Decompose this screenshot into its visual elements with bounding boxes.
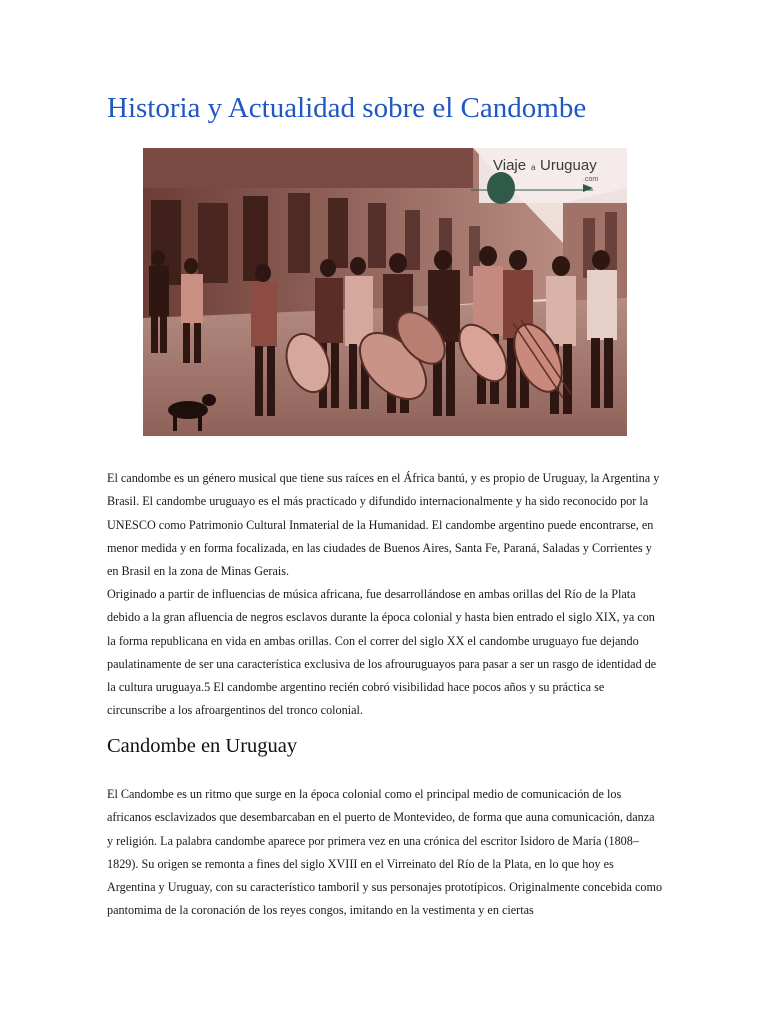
svg-text:Uruguay: Uruguay [540, 157, 597, 174]
candombe-photo [143, 148, 627, 436]
viaje-a-uruguay-logo [471, 148, 627, 204]
paragraph-uruguay: El Candombe es un ritmo que surge en la época colonial como el principal medio de comunicación de los africanos esclavizados que desembarcaban en el puerto de Montevideo, de forma que auna comunicación, danza y religión. La palabra candombe aparece por primera vez en una crónica del escritor Isidoro de María (1808–1829). Su origen se remonta a fines del siglo XVIII en el Virreinato del Río de la Plata, en lo que hoy es Argentina y Uruguay, con su característico tamboril y sus personajes prototípicos. Originalmente concebida como pantomima de la coronación de los reyes congos, imitando en la vestimenta y en ciertas [107, 787, 663, 918]
page-title: Historia y Actualidad sobre el Candombe [107, 92, 587, 124]
svg-text:a: a [531, 163, 536, 172]
svg-text:.com: .com [583, 176, 599, 183]
paragraph-origin: Originado a partir de influencias de música africana, fue desarrollándose en ambas orillas del Río de la Plata debido a la gran afluencia de negros esclavos durante la época colonial y hasta bien entrado el siglo XIX, ya con la forma republicana en vida en ambas orillas. Con el correr del siglo XX el candombe uruguayo fue dejando paulatinamente de ser una característica exclusiva de los afrouruguayos para pasar a ser un rasgo de identidad de la cultura uruguaya.5 El candombe argentino recién cobró visibilidad hace pocos años y su práctica se circunscribe a los afroargentinos del tronco colonial. [107, 587, 657, 718]
section-heading: Candombe en Uruguay [107, 735, 298, 757]
paragraph-intro: El candombe es un género musical que tiene sus raíces en el África bantú, y es propio de Uruguay, la Argentina y Brasil. El candombe uruguayo es el más practicado y difundido internacionalmente y ha sido reconocido por la UNESCO como Patrimonio Cultural Inmaterial de la Humanidad. El candombe argentino puede encontrarse, en menor medida y en forma focalizada, en las ciudades de Buenos Aires, Santa Fe, Paraná, Saladas y Corrientes y en Brasil en la zona de Minas Gerais. [107, 471, 660, 579]
svg-text:Viaje: Viaje [493, 157, 527, 174]
